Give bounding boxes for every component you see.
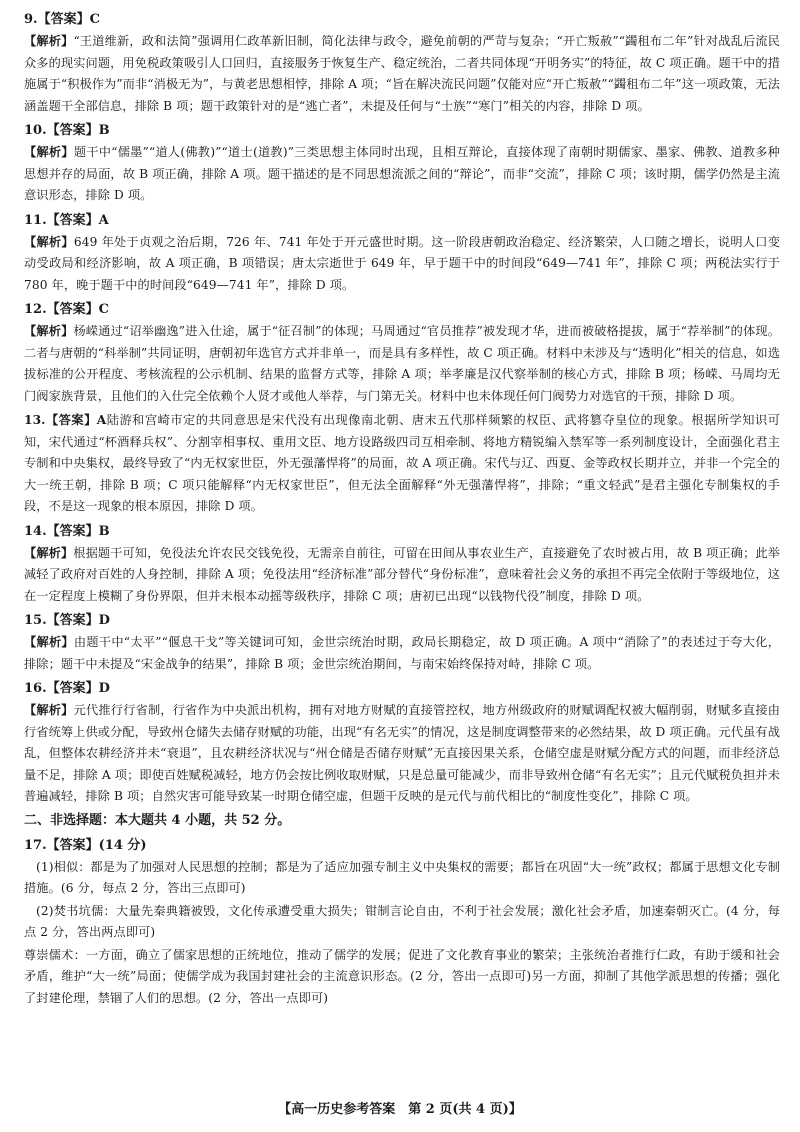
question-number: 13. <box>24 413 46 427</box>
analysis-text: 根据题干可知，免役法允许农民交钱免役，无需亲自前往，可留在田间从事农业生产，直接避免了农时被占用，故 B 项正确；此举减轻了政府对百姓的人身控制，排除 A 项；免役法用“经济标准”部分替代“身份标准”，意味着社会义务的承担不再完全依附于等级地位，这在一定程度上模糊了身份界限，但并未根本动摇等级秩序，排除 C 项；唐初已出现“以钱物代役”制度，排除 D 项。 <box>24 545 780 603</box>
answer-label: 【答案】C <box>37 12 100 27</box>
question-12 <box>24 300 780 407</box>
analysis-label: 【解析】 <box>24 635 74 649</box>
answer-label: 【答案】C <box>46 302 109 317</box>
answer-label: 【答案】B <box>46 123 110 138</box>
answer-label: 【答案】(14 分) <box>46 837 147 853</box>
question-number: 14. <box>24 523 47 539</box>
question-16 <box>24 679 780 808</box>
question-number: 15. <box>24 613 47 628</box>
analysis-label: 【解析】 <box>24 145 74 159</box>
question-number: 11. <box>24 212 47 228</box>
analysis-text: 题干中“儒墨”“道人(佛教)”“道士(道教)”三类思想主体同时出现，且相互辩论，直接体现了南朝时期儒家、墨家、佛教、道教多种思想并存的局面，故 B 项正确，排除 A 项。题干描述的是不同思想流派之间的“辩论”，而非“交流”，排除 C 项；该时期，儒学仍然是主流意识形态，排除 D 项。 <box>24 145 780 202</box>
analysis-text: 杨嵘通过“诏举幽逸”进入仕途，属于“征召制”的体现；马周通过“官员推荐”被发现才华，进而被破格提拔，属于“荐举制”的体现。二者与唐朝的“科举制”共同证明，唐朝初年选官方式并非单一，而是具有多样性，故 C 项正确。材料中未涉及与“透明化”相关的信息，如选拔标准的公开程度、考核流程的公示机制、结果的监督方式等，排除 A 项；举孝廉是汉代察举制的核心方式，排除 B 项；杨嵘、马周均无门阀家族背景，且他们的入仕完全依赖个人贤才或他人举荐，与门第无关。材料中也未体现任何门阀势力对选官的干预，排除 D 项。 <box>24 324 780 403</box>
question-number: 9. <box>24 12 38 27</box>
analysis-label: 【解析】 <box>24 34 74 48</box>
question-14 <box>24 522 780 608</box>
question-11 <box>24 211 780 297</box>
section-title: 二、非选择题：本大题共 4 小题，共 52 分。 <box>24 812 291 828</box>
question-17 <box>24 836 780 1010</box>
question-13 <box>24 410 780 518</box>
question-number: 12. <box>24 302 47 317</box>
analysis-label: 【解析】 <box>24 545 74 560</box>
question-15 <box>24 611 780 675</box>
question-number: 16. <box>24 681 47 696</box>
q17-part-1: (1)相似：都是为了加强对人民思想的控制；都是为了适应加强专制主义中央集权的需要；都旨在巩固“大一统”政权；都属于思想文化专制措施。(6 分，每点 2 分，答出三点即可) <box>24 859 780 895</box>
answer-label: 【答案】D <box>46 681 110 696</box>
answer-label: 【答案】A <box>45 413 107 427</box>
analysis-text: “王道维新，政和法简”强调用仁政革新旧制，简化法律与政令，避免前朝的严苛与复杂；“开亡叛赦”“蠲租布二年”针对战乱后流民众多的现实问题，用免税政策吸引人口回归，直接服务于恢复生产、稳定统治，二者共同体现“开明务实”的特征，故 C 项正确。题干中的措施属于“积极作为”而非“消极无为”，与黄老思想相悖，排除 A 项；“旨在解决流民问题”仅能对应“开亡叛赦”“蠲租布二年”这一项政策，无法涵盖题干全部信息，排除 B 项；题干政策针对的是“逃亡者”，未提及任何与“士族”“寒门”相关的内容，排除 D 项。 <box>24 34 780 113</box>
analysis-label: 【解析】 <box>24 234 74 249</box>
analysis-text: 649 年处于贞观之治后期，726 年、741 年处于开元盛世时期。这一阶段唐朝政治稳定、经济繁荣，人口随之增长，说明人口变动受政局和经济影响，故 A 项正确，B 项错误；唐太宗逝世于 649 年，早于题干中的时间段“649—741 年”，排除 C 项；两税法实行于 780 年，晚于题干中的时间段“649—741 年”，排除 D 项。 <box>24 234 780 292</box>
answer-label: 【答案】A <box>46 212 109 228</box>
page-footer: 【高一历史参考答案 第 2 页(共 4 页)】 <box>278 1102 522 1117</box>
q17-part-3: 尊崇儒术：一方面，确立了儒家思想的正统地位，推动了儒学的发展；促进了文化教育事业的繁荣；主张统治者推行仁政，有助于缓和社会矛盾，维护“大一统”局面；使儒学成为我国封建社会的主流意识形态。(2 分，答出一点即可)另一方面，抑制了其他学派思想的传播；强化了封建伦理，禁锢了人们的思想。(2 分，答出一点即可) <box>24 947 780 1005</box>
question-number: 17. <box>24 837 47 853</box>
analysis-text: 由题干中“太平”“偃息干戈”等关键词可知，金世宗统治时期，政局长期稳定，故 D 项正确。A 项中“消除了”的表述过于夸大化，排除；题干中未提及“宋金战争的结果”，排除 B 项；金世宗统治期间，与南宋始终保持对峙，排除 C 项。 <box>24 635 781 671</box>
analysis-text: 元代推行行省制，行省作为中央派出机构，拥有对地方财赋的直接管控权，地方州级政府的财赋调配权被大幅削弱，财赋多直接由行省统筹上供或分配，导致州仓储失去储存财赋的功能，出现“有名无实”的情况，这是制度调整带来的必然结果，故 D 项正确。元代虽有战乱，但整体农耕经济并未“衰退”，且农耕经济状况与“州仓储是否储存财赋”无直接因果关系，仓储空虚是财赋分配方式的问题，而非经济总量不足，排除 A 项；即使百姓赋税减轻，地方仍会按比例收取财赋，只是总量可能减少，而非导致州仓储“有名无实”；且元代赋税负担并未普遍减轻，排除 B 项；自然灾害可能导致某一时期仓储空虚，但题干反映的是元代与前代相比的“制度性变化”，排除 C 项。 <box>24 703 781 803</box>
analysis-label: 【解析】 <box>24 703 74 717</box>
analysis-text: 陆游和宫崎市定的共同意思是宋代没有出现像南北朝、唐末五代那样频繁的权臣、武将篡夺皇位的现象。根据所学知识可知，宋代通过“杯酒释兵权”、分割宰相事权、重用文臣、地方设路级四司互相牵制、将地方精锐编入禁军等一系列制度设计，全面强化君主专制和中央集权，最终导致了“内无权家世臣，外无强藩悍将”的局面，故 A 项正确。宋代与辽、西夏、金等政权长期并立，并非一个完全的大一统王朝，排除 B 项；C 项只能解释“内无权家世臣”，但无法全面解释“外无强藩悍将”，排除；“重文轻武”是君主强化专制集权的手段，不是这一现象的根本原因，排除 D 项。 <box>24 413 780 513</box>
question-number: 10. <box>24 123 47 138</box>
answer-label: 【答案】D <box>46 613 110 628</box>
question-9 <box>24 10 780 117</box>
answer-page <box>24 6 780 1009</box>
q17-part-2: (2)焚书坑儒：大量先秦典籍被毁，文化传承遭受重大损失；钳制言论自由，不利于社会发展；激化社会矛盾，加速秦朝灭亡。(4 分，每点 2 分，答出两点即可) <box>24 903 780 939</box>
answer-label: 【答案】B <box>46 523 110 539</box>
question-10 <box>24 121 780 207</box>
analysis-label: 【解析】 <box>24 324 74 338</box>
